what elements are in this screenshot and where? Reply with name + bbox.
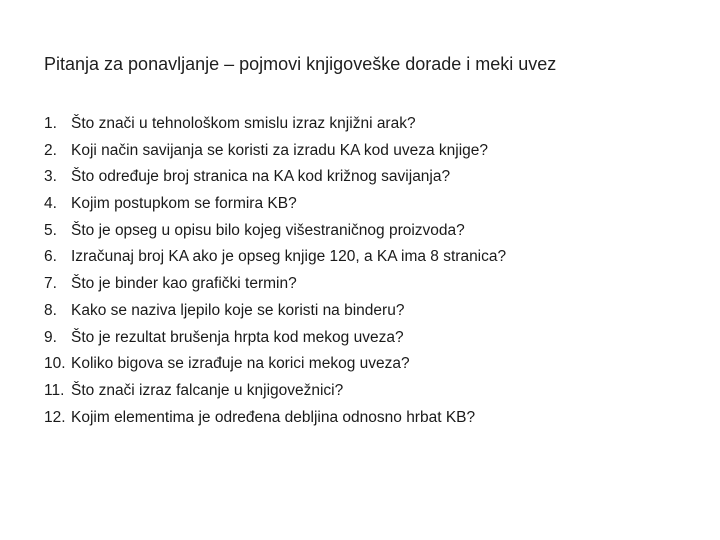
question-number: 12. <box>44 408 66 426</box>
question-text: Kojim postupkom se formira KB? <box>71 195 297 213</box>
question-number: 4. <box>44 195 57 213</box>
question-text: Što određuje broj stranica na KA kod križnog savijanja? <box>71 168 451 186</box>
question-text: Koji način savijanja se koristi za izradu KA kod uveza knjige? <box>71 141 489 159</box>
question-text: Što je opseg u opisu bilo kojeg višestraničnog proizvoda? <box>71 221 465 239</box>
question-item <box>44 164 684 191</box>
question-item <box>44 298 684 325</box>
question-item <box>44 191 684 218</box>
question-number: 5. <box>44 221 57 239</box>
question-item <box>44 325 684 352</box>
question-item <box>44 271 684 298</box>
question-item <box>44 138 684 165</box>
question-number: 8. <box>44 301 57 319</box>
question-number: 11. <box>44 381 65 399</box>
question-text: Izračunaj broj KA ako je opseg knjige 120, a KA ima 8 stranica? <box>71 248 507 266</box>
question-number: 7. <box>44 275 57 293</box>
question-text: Što znači u tehnološkom smislu izraz knjižni arak? <box>71 115 416 132</box>
question-number: 9. <box>44 328 57 346</box>
question-text: Što je binder kao grafički termin? <box>71 275 297 293</box>
question-text: Što je rezultat brušenja hrpta kod mekog uveza? <box>71 328 404 346</box>
question-item <box>44 405 684 432</box>
question-text: Što znači izraz falcanje u knjigovežnici? <box>71 381 344 399</box>
question-item <box>44 351 684 378</box>
question-number: 2. <box>44 141 57 159</box>
question-item <box>44 244 684 271</box>
question-item <box>44 218 684 245</box>
question-list <box>44 111 684 431</box>
question-number: 3. <box>44 168 57 186</box>
question-text: Kojim elementima je određena debljina odnosno hrbat KB? <box>71 408 476 426</box>
question-number: 6. <box>44 248 57 266</box>
question-item <box>44 111 684 138</box>
question-text: Koliko bigova se izrađuje na korici mekog uveza? <box>71 355 410 373</box>
question-item <box>44 378 684 405</box>
question-number: 10. <box>44 355 66 373</box>
question-text: Kako se naziva ljepilo koje se koristi na binderu? <box>71 301 405 319</box>
question-number: 1. <box>44 115 57 132</box>
slide-title: Pitanja za ponavljanje – pojmovi knjigoveške dorade i meki uvez <box>44 54 557 74</box>
